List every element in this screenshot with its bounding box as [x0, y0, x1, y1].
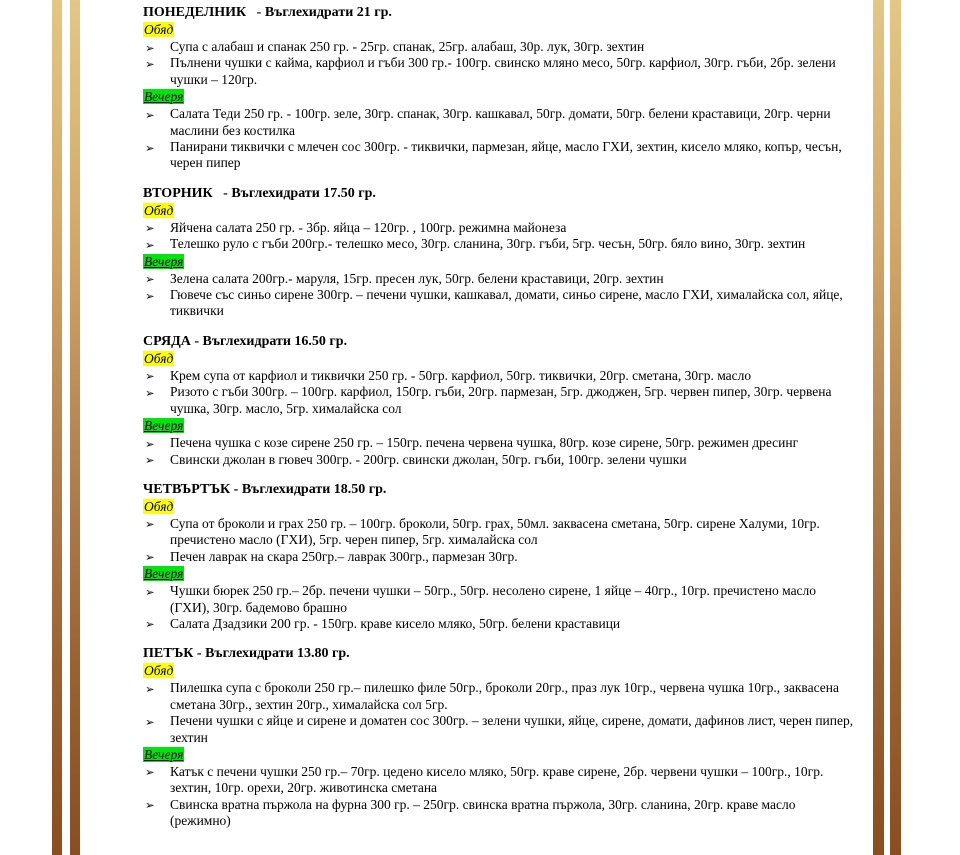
arrow-bullet-icon: ➢: [145, 436, 155, 451]
lunch-label-row: [143, 21, 857, 39]
menu-item: [143, 55, 857, 88]
menu-item: [143, 713, 857, 746]
menu-item-text: Крем супа от карфиол и тиквички 250 гр. - 50гр. карфиол, 50гр. тиквички, 20гр. сметана, 30гр. масло: [170, 367, 752, 383]
lunch-label: Обяд: [144, 498, 174, 514]
day-section: [143, 481, 857, 632]
day-title: ПЕТЪК - Въглехидрати 13.80 гр.: [143, 646, 350, 662]
menu-item-text: Печени чушки с яйце и сирене и доматен сос 300гр. – зелени чушки, яйце, сирене, домати, дафинов лист, черен пипер, зехтин: [170, 713, 854, 745]
dinner-list: [143, 271, 857, 320]
arrow-bullet-icon: ➢: [145, 765, 155, 780]
menu-item-text: Зелена салата 200гр.- маруля, 15гр. пресен лук, 50гр. белени краставици, 20гр. зехтин: [170, 270, 664, 286]
lunch-label: Обяд: [144, 202, 174, 218]
menu-item-text: Салата Теди 250 гр. - 100гр. зеле, 30гр. спанак, 30гр. кашкавал, 50гр. домати, 50гр. белени краставици, 20гр. черни маслини без костилка: [170, 106, 831, 138]
menu-item: [143, 139, 857, 172]
arrow-bullet-icon: ➢: [145, 681, 155, 696]
dinner-list: [143, 764, 857, 830]
menu-item-text: Гювече със синьо сирене 300гр. – печени чушки, кашкавал, домати, синьо сирене, масло ГХИ, хималайска сол, яйце, тиквички: [170, 287, 843, 319]
menu-item-text: Яйчена салата 250 гр. - 3бр. яйца – 120гр. , 100гр. режимна майонеза: [170, 219, 567, 235]
menu-item: [143, 39, 857, 55]
lunch-label-row: [143, 662, 857, 680]
lunch-label: Обяд: [144, 22, 174, 37]
lunch-label: Обяд: [144, 663, 174, 679]
left-border-stripe-2: [70, 0, 80, 855]
arrow-bullet-icon: ➢: [145, 550, 155, 565]
arrow-bullet-icon: ➢: [145, 453, 155, 467]
lunch-list: [143, 516, 857, 565]
menu-item: [143, 106, 857, 139]
arrow-bullet-icon: ➢: [145, 221, 155, 236]
dinner-label: Вечеря: [144, 746, 184, 762]
menu-item-text: Печена чушка с козе сирене 250 гр. – 150гр. печена червена чушка, 80гр. козе сирене, 50гр. режимен дресинг: [170, 435, 799, 451]
dinner-list: [143, 583, 857, 632]
menu-item-text: Салата Дзадзики 200 гр. - 150гр. краве кисело мляко, 50гр. белени краставици: [170, 615, 621, 631]
menu-item: [143, 236, 857, 252]
menu-item-text: Пилешка супа с броколи 250 гр.– пилешко филе 50гр., броколи 20гр., праз лук 10гр., червена чушка 10гр., заквасена сметана 30гр., зехтин 20гр., хималайска сол 5гр.: [170, 680, 839, 712]
lunch-list: [143, 368, 857, 417]
day-title: СРЯДА - Въглехидрати 16.50 гр.: [143, 333, 348, 349]
dinner-label: Вечеря: [144, 418, 184, 434]
arrow-bullet-icon: ➢: [145, 517, 155, 532]
menu-item-text: Печен лаврак на скара 250гр.– лаврак 300гр., пармезан 30гр.: [170, 548, 518, 564]
arrow-bullet-icon: ➢: [145, 617, 155, 632]
menu-item: [143, 583, 857, 616]
arrow-bullet-icon: ➢: [145, 40, 155, 55]
menu-item: [143, 220, 857, 236]
dinner-label-row: [143, 565, 857, 583]
arrow-bullet-icon: ➢: [145, 272, 155, 287]
day-title: ВТОРНИК - Въглехидрати 17.50 гр.: [143, 185, 376, 201]
lunch-label: Обяд: [144, 350, 174, 366]
lunch-list: [143, 680, 857, 746]
menu-item-text: Чушки бюрек 250 гр.– 2бр. печени чушки – 50гр., 50гр. несолено сирене, 1 яйце – 40гр., 10гр. пречистено масло (ГХИ), 30гр. бадемово брашно: [170, 583, 817, 615]
menu-item: [143, 435, 857, 451]
menu-item: [143, 271, 857, 287]
menu-item-text: Супа от броколи и грах 250 гр. – 100гр. броколи, 50гр. грах, 50мл. заквасена сметана, 50гр. сирене Халуми, 10гр. пречистено масло (ГХИ), 5гр. черен пипер, 5гр. хималайска сол: [170, 515, 820, 548]
lunch-list: [143, 39, 857, 88]
right-border-stripe-2: [890, 0, 901, 855]
menu-item: [143, 368, 857, 384]
menu-item: [143, 797, 857, 830]
left-border-stripe-1: [52, 0, 62, 855]
arrow-bullet-icon: ➢: [145, 288, 155, 303]
right-border-stripe-1: [873, 0, 884, 855]
dinner-label-row: [143, 88, 857, 106]
lunch-list: [143, 220, 857, 253]
arrow-bullet-icon: ➢: [145, 798, 155, 813]
day-section: [143, 4, 857, 172]
lunch-label-row: [143, 498, 857, 516]
menu-item: [143, 680, 857, 713]
menu-item-text: Супа с алабаш и спанак 250 гр. - 25гр. спанак, 25гр. алабаш, 30р. лук, 30гр. зехтин: [170, 39, 645, 54]
dinner-label-row: [143, 746, 857, 764]
menu-item-text: Телешко руло с гъби 200гр.- телешко месо, 30гр. сланина, 30гр. гъби, 5гр. чесън, 50гр. бяло вино, 30гр. зехтин: [170, 236, 806, 252]
arrow-bullet-icon: ➢: [145, 56, 155, 71]
dinner-label-row: [143, 417, 857, 435]
menu-item-text: Панирани тиквички с млечен сос 300гр. - тиквички, пармезан, яйце, масло ГХИ, зехтин, кисело мляко, копър, чесън, черен пипер: [170, 139, 842, 171]
dinner-list: [143, 106, 857, 172]
menu-item-text: Пълнени чушки с кайма, карфиол и гъби 300 гр.- 100гр. свинско мляно месо, 50гр. карфиол, 30гр. гъби, 2бр. зелени чушки – 120гр.: [170, 55, 836, 87]
arrow-bullet-icon: ➢: [145, 107, 155, 122]
menu-item: [143, 384, 857, 417]
dinner-label-row: [143, 253, 857, 271]
arrow-bullet-icon: ➢: [145, 385, 155, 400]
arrow-bullet-icon: ➢: [145, 369, 155, 384]
lunch-label-row: [143, 350, 857, 368]
menu-item-text: Катък с печени чушки 250 гр.– 70гр. цедено кисело мляко, 50гр. краве сирене, 2бр. червени чушки – 100гр., 10гр. зехтин, 10гр. орехи, 20гр. животинска сметана: [170, 763, 824, 796]
menu-item-text: Ризото с гъби 300гр. – 100гр. карфиол, 150гр. гъби, 20гр. пармезан, 5гр. джоджен, 5гр. червен пипер, 30гр. червена чушка, 30гр. масло, 5гр. хималайска сол: [170, 384, 832, 416]
dinner-label: Вечеря: [144, 253, 184, 269]
arrow-bullet-icon: ➢: [145, 140, 155, 155]
menu-item: [143, 764, 857, 797]
dinner-label: Вечеря: [144, 89, 184, 105]
arrow-bullet-icon: ➢: [145, 584, 155, 599]
menu-item: [143, 516, 857, 549]
menu-item: [143, 549, 857, 565]
menu-item-text: Свинска вратна пържола на фурна 300 гр. – 250гр. свинска вратна пържола, 30гр. сланина, 20гр. краве масло (режимно): [170, 796, 796, 829]
dinner-label: Вечеря: [144, 566, 184, 582]
menu-item-text: Свински джолан в гювеч 300гр. - 200гр. свински джолан, 50гр. гъби, 100гр. зелени чушки: [170, 451, 687, 467]
dinner-list: [143, 435, 857, 468]
menu-content: [143, 4, 857, 843]
menu-item: [143, 452, 857, 468]
arrow-bullet-icon: ➢: [145, 714, 155, 729]
arrow-bullet-icon: ➢: [145, 237, 155, 252]
menu-item: [143, 616, 857, 632]
day-title: ЧЕТВЪРТЪК - Въглехидрати 18.50 гр.: [143, 481, 387, 497]
day-section: [143, 333, 857, 468]
day-section: [143, 185, 857, 320]
lunch-label-row: [143, 202, 857, 220]
day-section: [143, 645, 857, 829]
day-title: ПОНЕДЕЛНИК - Въглехидрати 21 гр.: [143, 5, 392, 20]
menu-item: [143, 287, 857, 320]
